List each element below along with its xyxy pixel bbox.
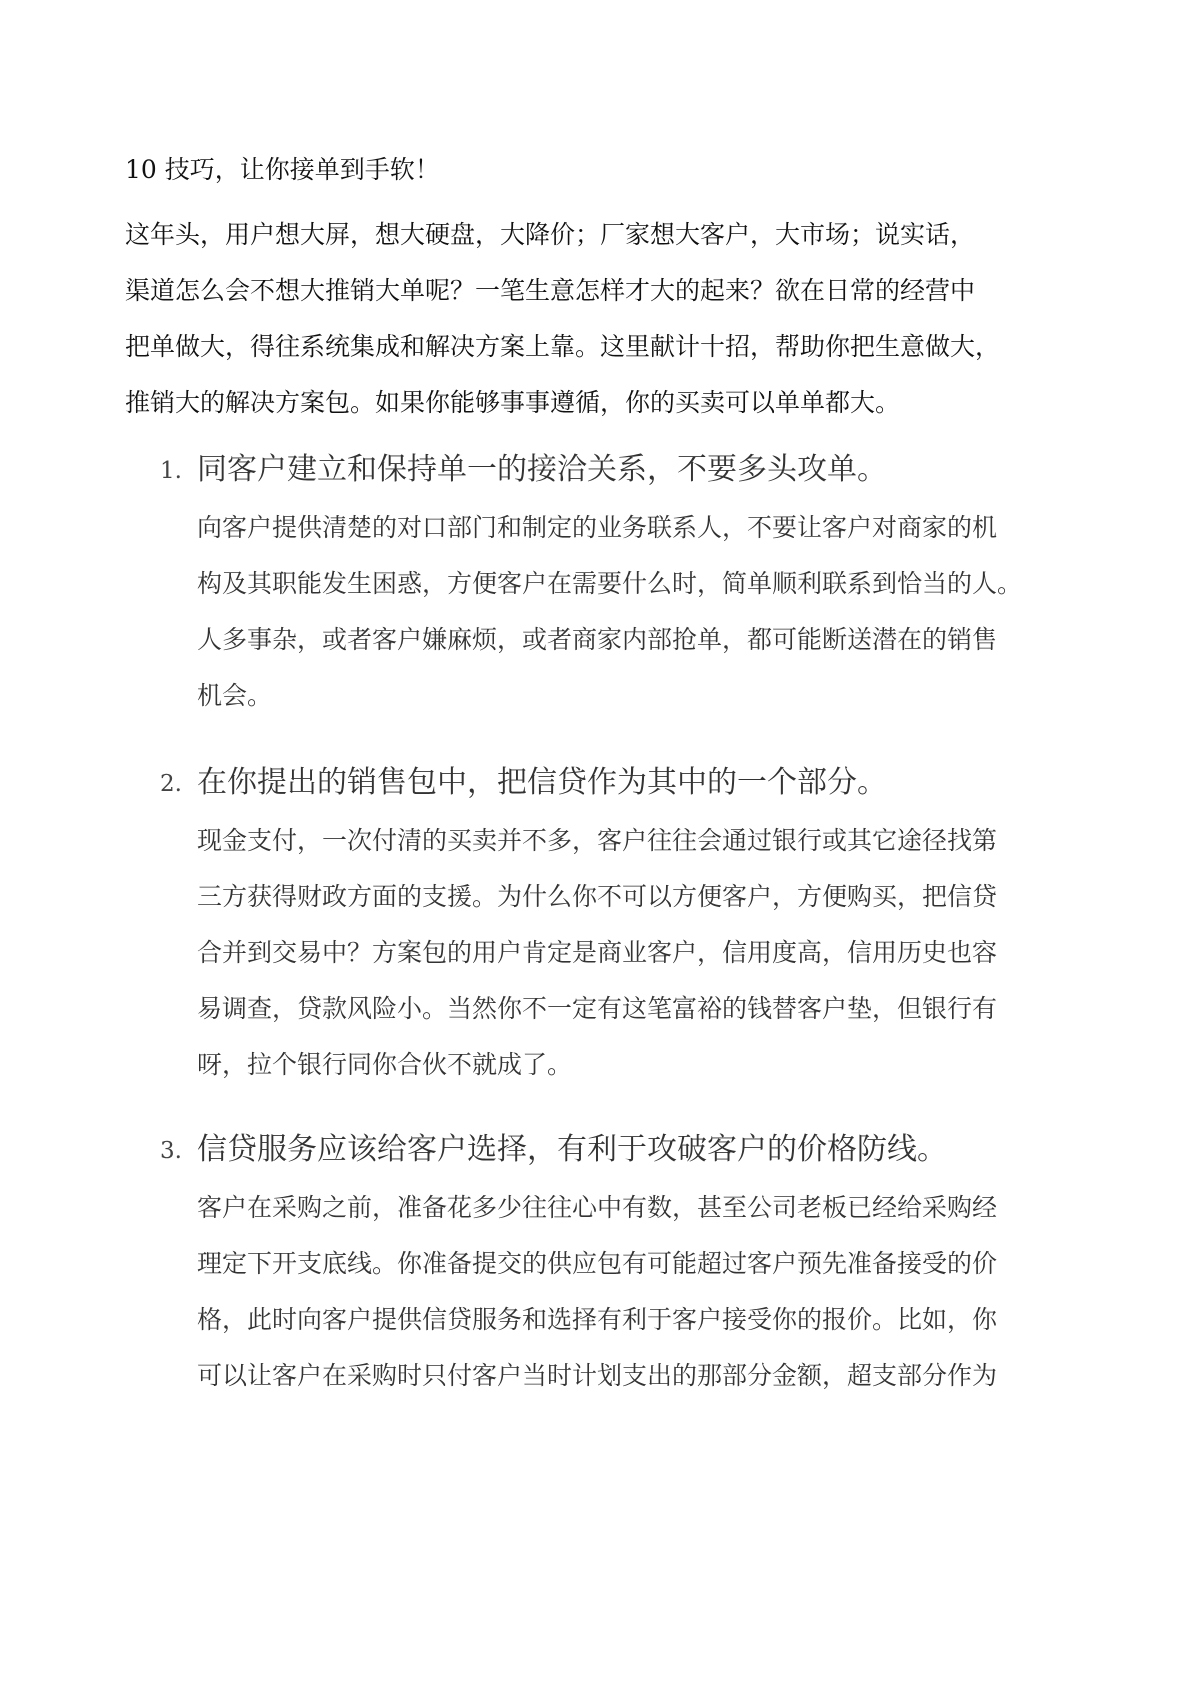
tip-heading-row [160, 1130, 1080, 1170]
tip-heading: 同客户建立和保持单一的接洽关系，不要多头攻单。 [197, 452, 887, 487]
tip-body-line: 客户在采购之前，准备花多少往往心中有数，甚至公司老板已经给采购经 [197, 1193, 998, 1222]
intro-paragraph [125, 207, 1085, 431]
tip-section-1 [160, 450, 1080, 724]
tip-body-line: 三方获得财政方面的支援。为什么你不可以方便客户，方便购买，把信贷 [197, 882, 998, 911]
tip-body-line: 构及其职能发生困惑，方便客户在需要什么时，简单顺利联系到恰当的人。 [197, 569, 1023, 598]
tip-body [197, 813, 1077, 1093]
tip-heading-row [160, 450, 1080, 490]
tip-number: 1. [160, 458, 182, 484]
tip-body-line: 人多事杂，或者客户嫌麻烦，或者商家内部抢单，都可能断送潜在的销售 [197, 625, 998, 654]
tip-heading-row [160, 763, 1080, 803]
intro-line: 这年头，用户想大屏，想大硬盘，大降价；厂家想大客户，大市场；说实话， [125, 220, 976, 249]
tip-body [197, 500, 1077, 724]
tip-body-line: 现金支付，一次付清的买卖并不多，客户往往会通过银行或其它途径找第 [197, 826, 998, 855]
tip-body-line: 机会。 [197, 681, 273, 710]
tip-section-2 [160, 763, 1080, 1093]
tip-heading: 在你提出的销售包中，把信贷作为其中的一个部分。 [197, 765, 887, 800]
tip-section-3 [160, 1130, 1080, 1404]
intro-line: 把单做大，得往系统集成和解决方案上靠。这里献计十招，帮助你把生意做大， [125, 332, 1001, 361]
tip-body-line: 理定下开支底线。你准备提交的供应包有可能超过客户预先准备接受的价 [197, 1249, 998, 1278]
tip-heading: 信贷服务应该给客户选择，有利于攻破客户的价格防线。 [197, 1132, 947, 1167]
document-title: 10 技巧，让你接单到手软！ [125, 155, 440, 184]
intro-line: 推销大的解决方案包。如果你能够事事遵循，你的买卖可以单单都大。 [125, 388, 901, 417]
tip-body-line: 格，此时向客户提供信贷服务和选择有利于客户接受你的报价。比如，你 [197, 1305, 998, 1334]
tip-body-line: 可以让客户在采购时只付客户当时计划支出的那部分金额，超支部分作为 [197, 1361, 998, 1390]
tip-body-line: 易调查，贷款风险小。当然你不一定有这笔富裕的钱替客户垫，但银行有 [197, 994, 998, 1023]
tip-body-line: 呀，拉个银行同你合伙不就成了。 [197, 1050, 573, 1079]
tip-number: 3. [160, 1138, 182, 1164]
intro-line: 渠道怎么会不想大推销大单呢？一笔生意怎样才大的起来？欲在日常的经营中 [125, 276, 976, 305]
tip-number: 2. [160, 771, 182, 797]
tip-body [197, 1180, 1077, 1404]
tip-body-line: 向客户提供清楚的对口部门和制定的业务联系人，不要让客户对商家的机 [197, 513, 998, 542]
tip-body-line: 合并到交易中？方案包的用户肯定是商业客户，信用度高，信用历史也容 [197, 938, 998, 967]
